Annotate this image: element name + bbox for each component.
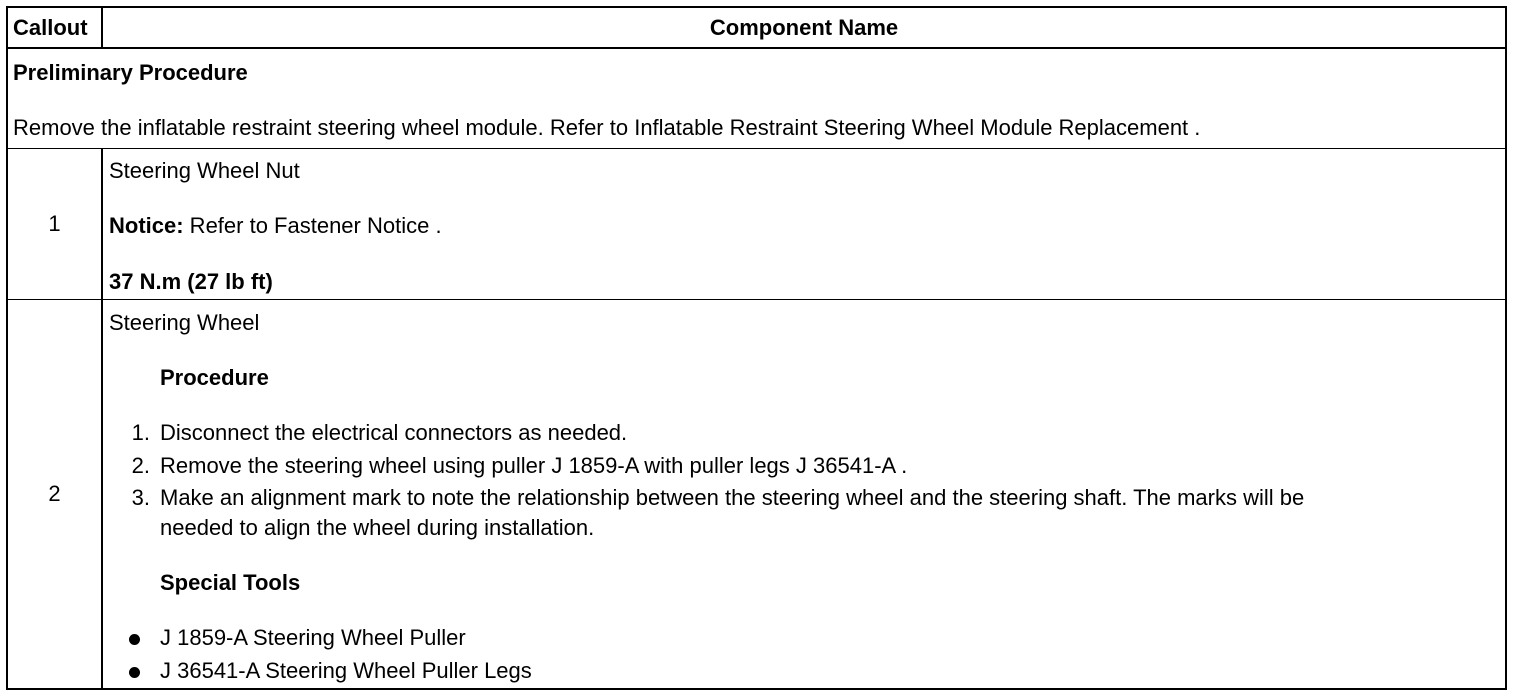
component-cell	[109, 149, 1505, 299]
preliminary-procedure-row	[8, 49, 1505, 148]
bullet-icon	[129, 667, 140, 678]
component-name: Steering Wheel Nut	[109, 158, 300, 183]
component-cell	[109, 300, 1505, 688]
component-table	[6, 6, 1507, 690]
notice-line	[109, 213, 442, 239]
component-name-column-header: Component Name	[709, 14, 899, 40]
notice-text: Refer to Fastener Notice .	[183, 213, 442, 238]
table-row	[8, 299, 1505, 688]
tool-item: J 1859-A Steering Wheel Puller	[160, 625, 466, 650]
special-tools-heading: Special Tools	[160, 570, 301, 595]
step-text-continued: needed to align the wheel during installation.	[160, 515, 595, 540]
step-number: 2.	[131, 453, 150, 478]
step-text: Make an alignment mark to note the relationship between the steering wheel and the steering shaft. The marks will be	[160, 485, 1305, 510]
preliminary-procedure-title: Preliminary Procedure	[13, 60, 248, 85]
step-number: 1.	[131, 420, 150, 445]
step-text: Disconnect the electrical connectors as needed.	[160, 420, 628, 445]
bullet-icon	[129, 634, 140, 645]
callout-number: 1	[8, 149, 103, 299]
step-number: 3.	[131, 485, 150, 510]
notice-label: Notice:	[109, 213, 184, 238]
procedure-heading: Procedure	[160, 365, 269, 390]
table-row	[8, 148, 1505, 299]
step-text: Remove the steering wheel using puller J 1859-A with puller legs J 36541-A .	[160, 453, 908, 478]
preliminary-procedure-text: Remove the inflatable restraint steering wheel module. Refer to Inflatable Restraint Steering Wheel Module Replacement .	[13, 115, 1201, 140]
callout-number: 2	[8, 300, 103, 688]
torque-spec: 37 N.m (27 lb ft)	[109, 269, 273, 294]
tool-item: J 36541-A Steering Wheel Puller Legs	[160, 658, 532, 683]
component-name: Steering Wheel	[109, 310, 260, 335]
callout-column-header: Callout	[8, 8, 103, 47]
table-header-row	[8, 8, 1505, 49]
